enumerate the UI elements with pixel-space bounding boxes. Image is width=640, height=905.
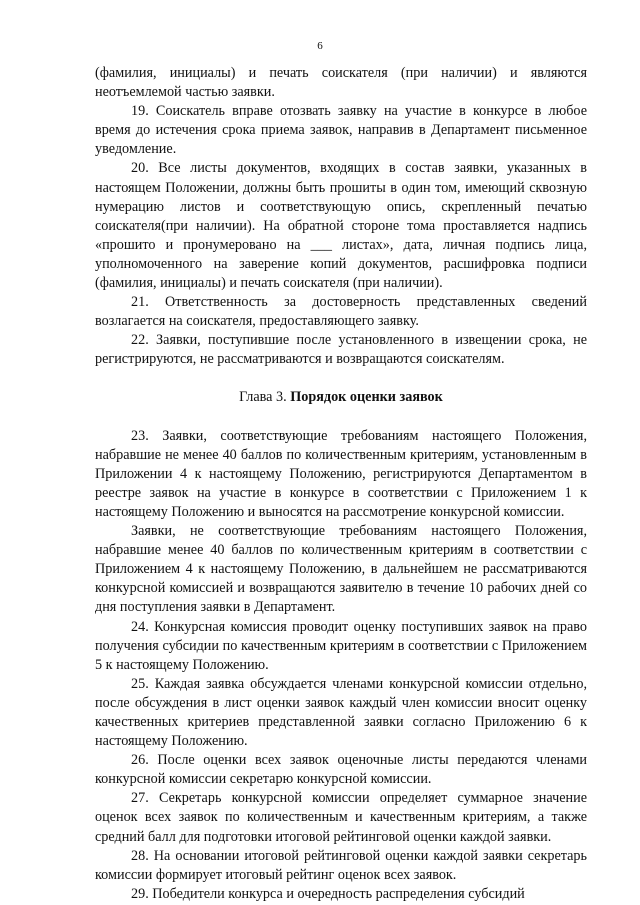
page-number: 6 bbox=[317, 40, 323, 52]
document-body bbox=[95, 64, 587, 904]
paragraph-27: 27. Секретарь конкурсной комиссии определяет суммарное значение оценок всех заявок по количественным и качественным критериям, а также средний балл для подготовки итоговой рейтинговой оценки каждой заявки. bbox=[95, 790, 587, 845]
paragraph-28: 28. На основании итоговой рейтинговой оценки каждой заявки секретарь комиссии формирует итоговый рейтинг оценок всех заявок. bbox=[95, 847, 587, 883]
paragraph-22: 22. Заявки, поступившие после установленного в извещении срока, не регистрируются, не рассматриваются и возвращаются соискателям. bbox=[95, 332, 587, 368]
paragraph-continuation: (фамилия, инициалы) и печать соискателя (при наличии) и являются неотъемлемой частью заявки. bbox=[95, 65, 587, 101]
paragraph-24: 24. Конкурсная комиссия проводит оценку поступивших заявок на право получения субсидии по качественным критериям в соответствии с Приложением 5 к настоящему Положению. bbox=[95, 618, 587, 673]
chapter-prefix: Глава 3. bbox=[239, 388, 287, 405]
paragraph-29: 29. Победители конкурса и очередность распределения субсидий bbox=[131, 885, 525, 902]
paragraph-20: 20. Все листы документов, входящих в состав заявки, указанных в настоящем Положении, должны быть прошиты в один том, имеющий сквозную нумерацию листов и соответствующую опись, скрепленный печатью соискателя(при наличии). На обратной стороне тома проставляется надпись «прошито и пронумеровано на ___ листах», дата, личная подпись лица, уполномоченного на заверение копий документов, расшифровка подписи (фамилия, инициалы) и печать соискателя (при наличии). bbox=[95, 160, 587, 292]
paragraph-21: 21. Ответственность за достоверность представленных сведений возлагается на соискателя, предоставляющего заявку. bbox=[95, 294, 587, 330]
chapter-title: Порядок оценки заявок bbox=[290, 388, 443, 405]
chapter-heading bbox=[95, 388, 587, 407]
paragraph-23: 23. Заявки, соответствующие требованиям настоящего Положения, набравшие не менее 40 баллов по количественным критериям, установленным в Приложении 4 к настоящему Положению, регистрируются Департаментом в реестре заявок на участие в конкурсе в соответствии с Приложением 1 к настоящему Положению и выносятся на рассмотрение конкурсной комиссии. bbox=[95, 427, 587, 520]
paragraph-26: 26. После оценки всех заявок оценочные листы передаются членами конкурсной комиссии секретарю конкурсной комиссии. bbox=[95, 752, 587, 788]
paragraph-25: 25. Каждая заявка обсуждается членами конкурсной комиссии отдельно, после обсуждения в лист оценки заявок каждый член комиссии вносит оценку качественных критериев представленной заявки согласно Приложению 6 к настоящему Положению. bbox=[95, 675, 587, 750]
paragraph-23-rejected: Заявки, не соответствующие требованиям настоящего Положения, набравшие менее 40 баллов по количественным критериям в соответствии с Приложением 4 к настоящему Положению, в дальнейшем не рассматриваются конкурсной комиссией и возвращаются заявителю в течение 10 рабочих дней со дня поступления заявки в Департамент. bbox=[95, 523, 587, 616]
paragraph-19: 19. Соискатель вправе отозвать заявку на участие в конкурсе в любое время до истечения срока приема заявок, направив в Департамент письменное уведомление. bbox=[95, 103, 587, 158]
